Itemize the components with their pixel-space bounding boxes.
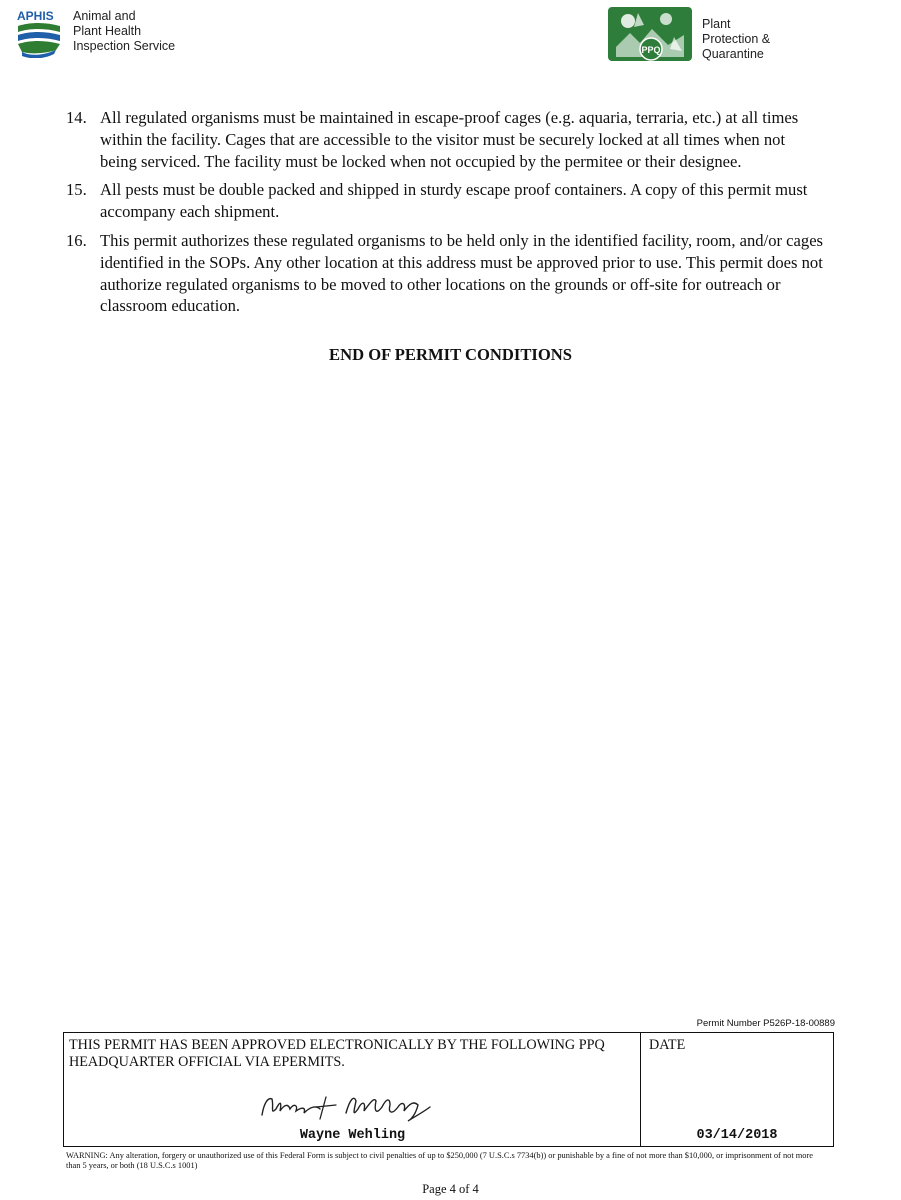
condition-text: This permit authorizes these regulated organisms to be held only in the identified facility, room, and/or cages identified in the SOPs. Any other location at this address must be approved prior to use. This permit does not authorize regulated organisms to be moved to other locations on the grounds or off-site for outreach or classroom education. — [100, 230, 824, 316]
aphis-logo-text: APHIS — [17, 9, 54, 23]
date-value: 03/14/2018 — [696, 1128, 778, 1143]
condition-item — [66, 107, 826, 172]
condition-number: 15. — [66, 180, 87, 200]
approval-official-cell — [64, 1033, 641, 1146]
agency-line: Inspection Service — [73, 39, 176, 53]
ppq-logo-text: PPQ — [641, 45, 661, 55]
condition-number: 16. — [66, 230, 87, 250]
program-line: Quarantine — [702, 47, 764, 61]
condition-item — [66, 230, 826, 317]
warning-notice: WARNING: Any alteration, forgery or unauthorized use of this Federal Form is subject to civil penalties of up to $250,000 (7 U.S.C.s 7734(b)) or punishable by a fine of not more than $10,000, or imprisonment of not more than 5 years, or both (18 U.S.C.s 1001) — [66, 1151, 813, 1171]
date-label: DATE — [649, 1037, 686, 1053]
agency-line: Plant Health — [73, 24, 142, 38]
page-number: Page 4 of 4 — [422, 1182, 479, 1196]
ppq-header — [608, 7, 808, 63]
condition-number: 14. — [66, 108, 87, 127]
approval-statement: THIS PERMIT HAS BEEN APPROVED ELECTRONICALLY BY THE FOLLOWING PPQ HEADQUARTER OFFICIAL VIA EPERMITS. — [69, 1037, 605, 1070]
program-name — [702, 17, 770, 62]
end-of-conditions-title: END OF PERMIT CONDITIONS — [329, 345, 572, 364]
condition-item — [66, 179, 826, 223]
condition-text: All pests must be double packed and shipped in sturdy escape proof containers. A copy of this permit must accompany each shipment. — [100, 180, 808, 222]
condition-text: All regulated organisms must be maintained in escape-proof cages (e.g. aquaria, terraria, etc.) at all times within the facility. Cages that are accessible to the visitor must be securely locked at all times when not being serviced. The facility must be locked when not occupied by the permitee or their designee. — [100, 108, 799, 171]
signer-name: Wayne Wehling — [299, 1128, 406, 1143]
program-line: Protection & — [702, 32, 771, 46]
aphis-header — [16, 8, 246, 60]
aphis-logo-icon — [16, 8, 62, 58]
agency-line: Animal and — [73, 9, 136, 23]
permit-conditions — [66, 107, 826, 324]
agency-name — [73, 9, 175, 54]
program-line: Plant — [702, 17, 731, 31]
approval-box — [63, 1032, 834, 1147]
permit-number: Permit Number P526P-18-00889 — [696, 1018, 835, 1029]
ppq-logo-icon — [608, 7, 692, 61]
signature-image — [254, 1089, 444, 1123]
